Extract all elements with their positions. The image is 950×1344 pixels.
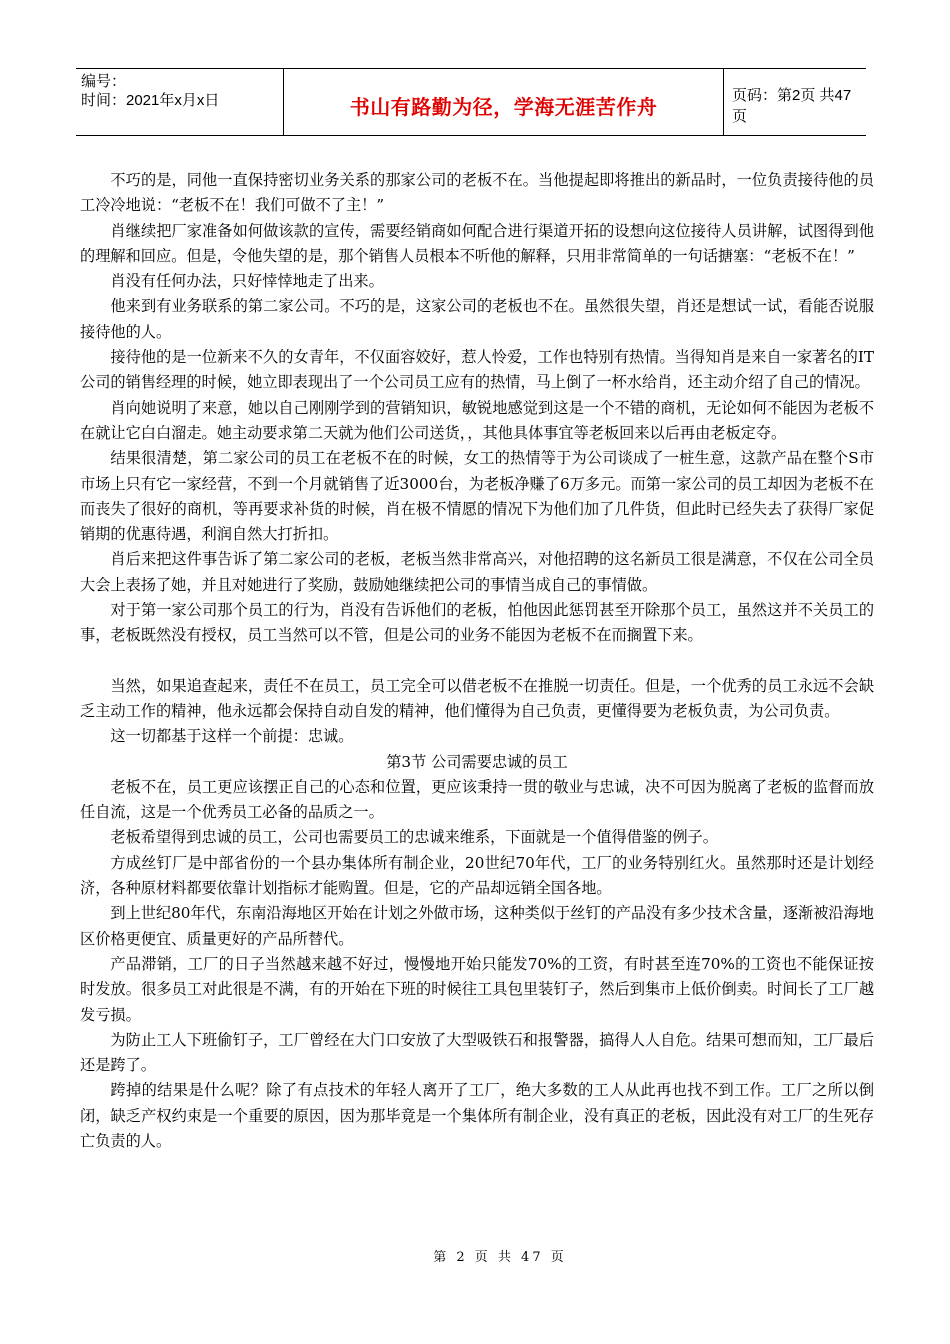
page-footer: 第 2 页 共 47 页 [433, 1250, 567, 1265]
paragraph: 这一切都基于这样一个前提：忠诚。 [110, 727, 354, 746]
paragraph: 当然，如果追查起来，责任不在员工，员工完全可以借老板不在推脱一切责任。但是，一个优秀的员工永远不会缺乏主动工作的精神，他永远都会保持自动自发的精神，他们懂得为自己负责，更懂得要为老板负责，为公司负责。 [80, 676, 874, 720]
paragraph: 接待他的是一位新来不久的女青年，不仅面容姣好，惹人怜爱，工作也特别有热情。当得知肖是来自一家著名的IT公司的销售经理的时候，她立即表现出了一个公司员工应有的热情，马上倒了一杯水给肖，还主动介绍了自己的情况。 [80, 348, 874, 392]
header-motto-cell [284, 69, 724, 135]
paragraph: 肖向她说明了来意，她以自己刚刚学到的营销知识，敏锐地感觉到这是一个不错的商机，无论如何不能因为老板不在就让它白白溜走。她主动要求第二天就为他们公司送货，，其他具体事宜等老板回来以后再由老板定夺。 [80, 398, 874, 442]
paragraph: 结果很清楚，第二家公司的员工在老板不在的时候，女工的热情等于为公司谈成了一桩生意，这款产品在整个S市市场上只有它一家经营，不到一个月就销售了近3000台，为老板净赚了6万多元。而第一家公司的员工却因为老板不在而丧失了很好的商机，等再要求补货的时候，肖在极不情愿的情况下为他们加了几件货，但此时已经失去了获得厂家促销期的优惠待遇，利润自然大打折扣。 [80, 449, 874, 544]
paragraph: 肖继续把厂家准备如何做该款的宣传，需要经销商如何配合进行渠道开拓的设想向这位接待人员讲解，试图得到他的理解和回应。但是，令他失望的是，那个销售人员根本不听他的解释，只用非常简单的一句话搪塞：“老板不在！” [80, 221, 874, 265]
paragraph: 为防止工人下班偷钉子，工厂曾经在大门口安放了大型吸铁石和报警器，搞得人人自危。结果可想而知，工厂最后还是跨了。 [80, 1030, 874, 1075]
header-page-cell [724, 69, 866, 135]
paragraph: 对于第一家公司那个员工的行为，肖没有告诉他们的老板，怕他因此惩罚甚至开除那个员工，虽然这并不关员工的事，老板既然没有授权，员工当然可以不管，但是公司的业务不能因为老板不在而搁置下来。 [80, 601, 874, 645]
paragraph: 产品滞销，工厂的日子当然越来越不好过，慢慢地开始只能发70%的工资，有时甚至连70%的工资也不能保证按时发放。很多员工对此很是不满，有的开始在下班的时候往工具包里装钉子，然后到集市上低价倒卖。时间长了工厂越发亏损。 [80, 954, 874, 1024]
paragraph: 方成丝钉厂是中部省份的一个县办集体所有制企业，20世纪70年代，工厂的业务特别红火。虽然那时还是计划经济，各种原材料都要依靠计划指标才能购置。但是，它的产品却远销全国各地。 [80, 853, 874, 898]
header-meta [76, 69, 284, 135]
document-header [76, 68, 866, 136]
paragraph: 到上世纪80年代，东南沿海地区开始在计划之外做市场，这种类似于丝钉的产品没有多少技术含量，逐渐被沿海地区价格更便宜、质量更好的产品所替代。 [80, 904, 874, 948]
paragraph: 肖后来把这件事告诉了第二家公司的老板，老板当然非常高兴，对他招聘的这名新员工很是满意，不仅在公司全员大会上表扬了她，并且对她进行了奖励，鼓励她继续把公司的事情当成自己的事情做。 [80, 550, 874, 594]
date-label: 时间：2021年x月x日 [81, 92, 220, 109]
paragraph: 他来到有业务联系的第二家公司。不巧的是，这家公司的老板也不在。虽然很失望，肖还是想试一试，看能否说服接待他的人。 [80, 297, 874, 341]
header-motto: 书山有路勤为径，学海无涯苦作舟 [349, 94, 658, 119]
paragraph: 不巧的是，同他一直保持密切业务关系的那家公司的老板不在。当他提起即将推出的新品时，一位负责接待他的员工冷冷地说：“老板不在！我们可做不了主！” [80, 171, 874, 215]
serial-number-label: 编号： [81, 73, 127, 90]
paragraph: 跨掉的结果是什么呢？除了有点技术的年轻人离开了工厂，绝大多数的工人从此再也找不到工作。工厂之所以倒闭，缺乏产权约束是一个重要的原因，因为那毕竟是一个集体所有制企业，没有真正的老板，因此没有对工厂的生死存亡负责的人。 [80, 1081, 874, 1150]
paragraph: 肖没有任何办法，只好悻悻地走了出来。 [110, 272, 384, 291]
document-body [80, 168, 874, 1154]
paragraph: 老板希望得到忠诚的员工，公司也需要员工的忠诚来维系，下面就是一个值得借鉴的例子。 [110, 828, 718, 847]
section-heading: 第3节 公司需要忠诚的员工 [386, 752, 568, 771]
paragraph: 老板不在，员工更应该摆正自己的心态和位置，更应该秉持一贯的敬业与忠诚，决不可因为脱离了老板的监督而放任自流，这是一个优秀员工必备的品质之一。 [80, 777, 874, 822]
header-page-number: 页码：第2页 共47页 [732, 87, 852, 125]
